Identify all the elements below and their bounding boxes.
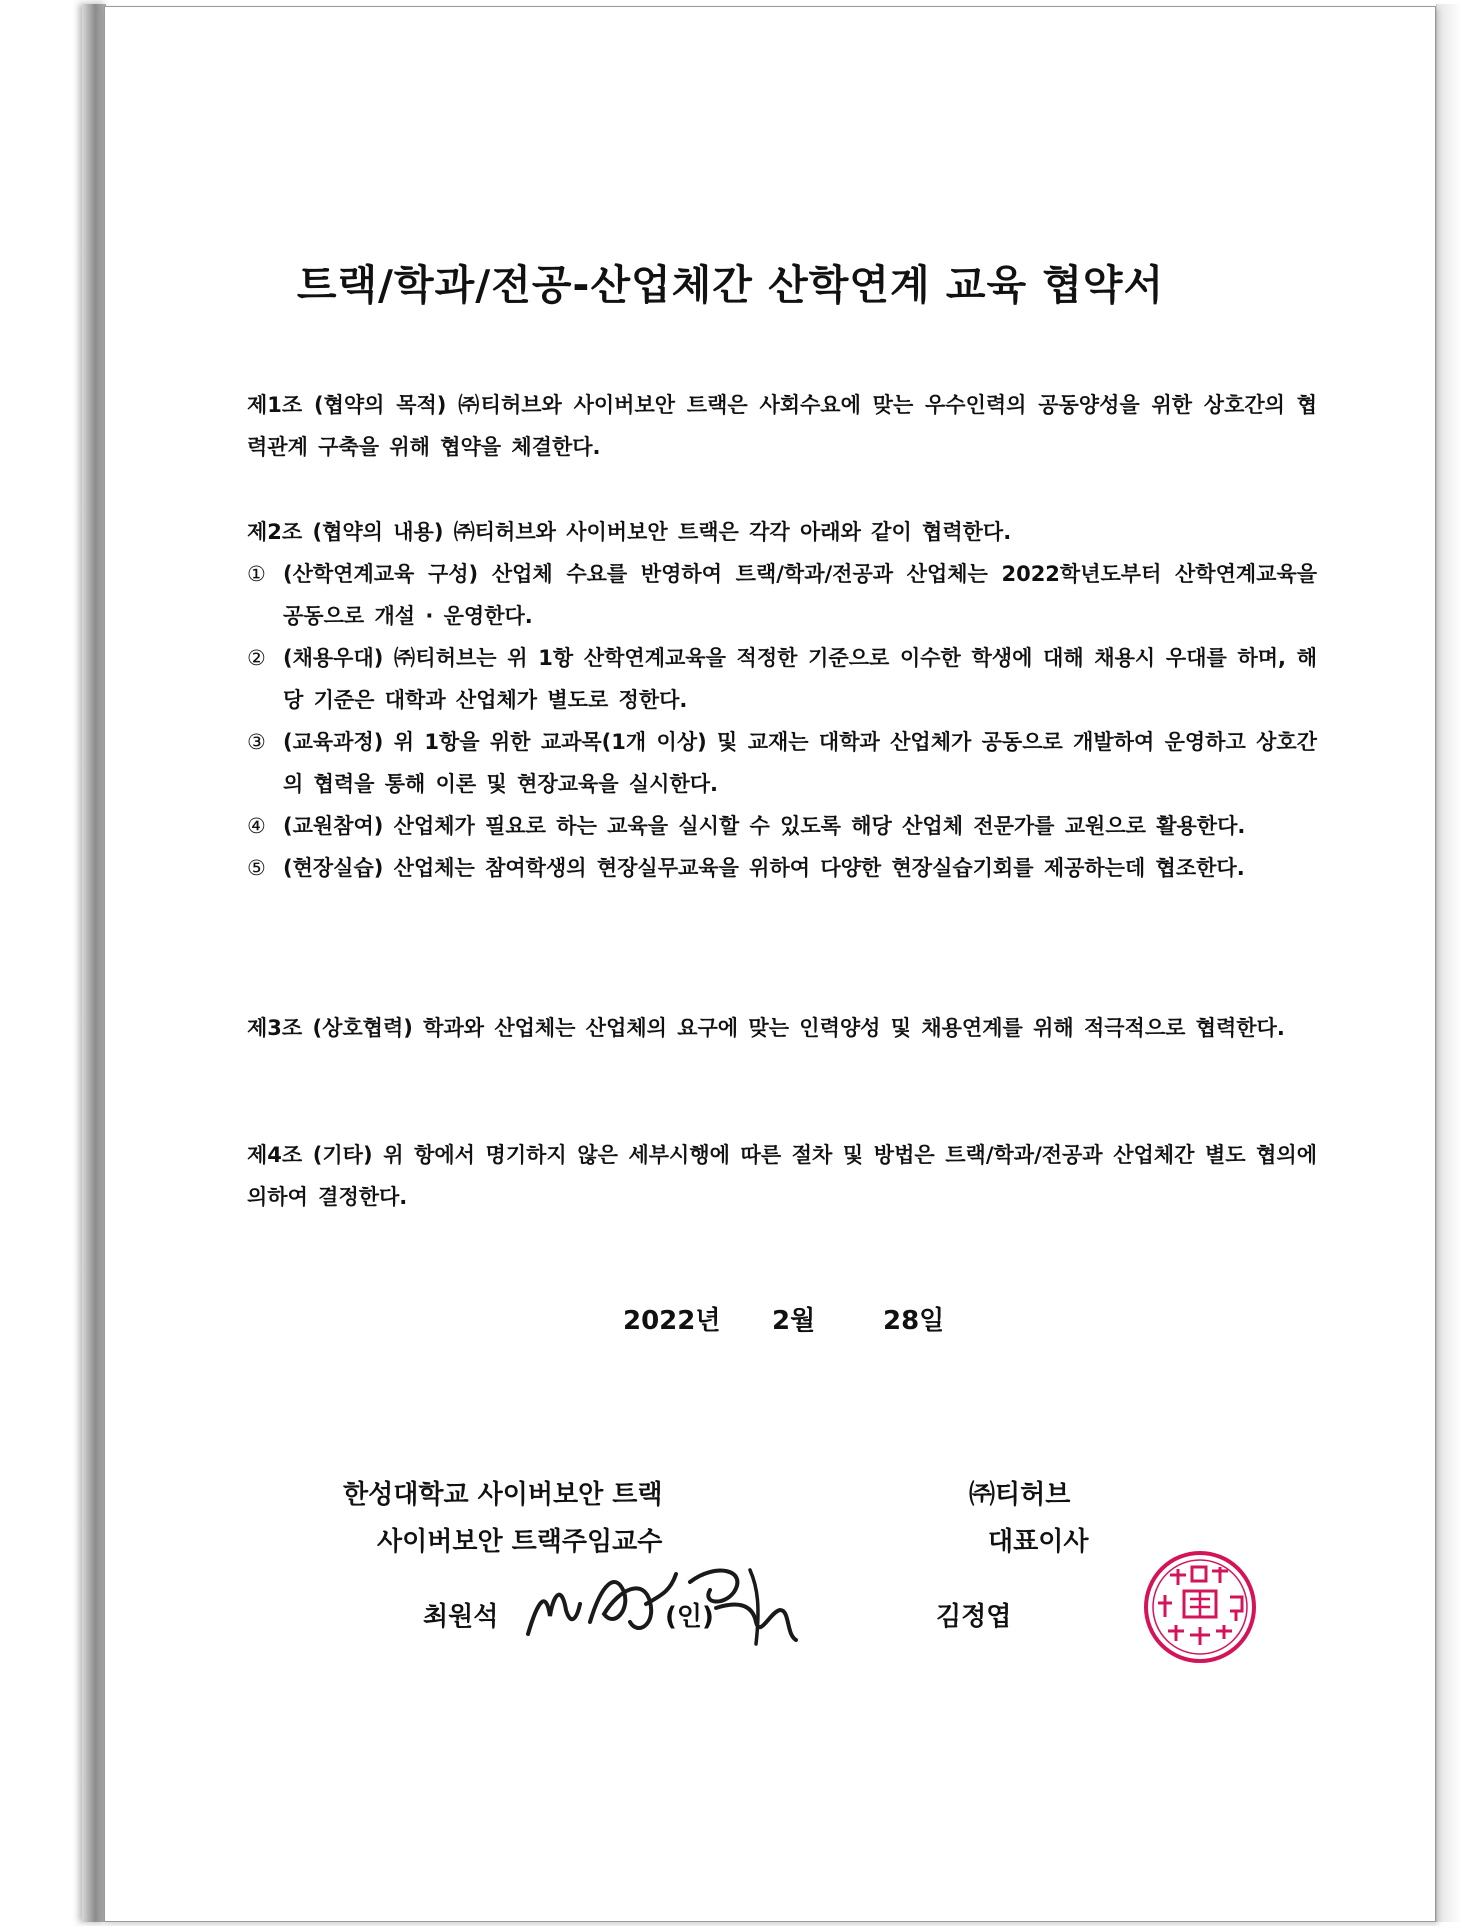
item-heading: (현장실습) xyxy=(283,856,384,880)
article-2-item-4 xyxy=(247,805,1317,847)
left-org: 한성대학교 사이버보안 트랙 xyxy=(343,1480,663,1510)
item-heading: (채용우대) xyxy=(283,646,384,670)
article-2-text: ㈜티허브와 사이버보안 트랙은 각각 아래와 같이 협력한다. xyxy=(453,520,1012,544)
article-4-heading: 제4조 (기타) xyxy=(247,1143,373,1167)
date-month: 2월 xyxy=(772,1306,816,1336)
item-marker: ④ xyxy=(247,814,266,838)
article-1-text: ㈜티허브와 사이버보안 트랙은 사회수요에 맞는 우수인력의 공동양성을 위한 상호간의 협력관계 구축을 위해 협약을 체결한다. xyxy=(247,393,1318,459)
left-role: 사이버보안 트랙주임교수 xyxy=(377,1527,663,1557)
article-1 xyxy=(247,384,1317,468)
date-day: 28일 xyxy=(883,1306,945,1336)
item-text: 산업체가 필요로 하는 교육을 실시할 수 있도록 해당 산업체 전문가를 교원으로 활용한다. xyxy=(393,814,1246,838)
article-2-item-3 xyxy=(247,721,1317,805)
item-text: 산업체 수요를 반영하여 트랙/학과/전공과 산업체는 2022학년도부터 산학연계교육을 공동으로 개설 · 운영한다. xyxy=(283,562,1318,628)
article-3 xyxy=(247,1007,1317,1049)
item-heading: (교육과정) xyxy=(283,730,384,754)
document-title: 트랙/학과/전공-산업체간 산학연계 교육 협약서 xyxy=(296,261,1165,309)
signature xyxy=(520,1552,810,1652)
article-3-text: 학과와 산업체는 산업체의 요구에 맞는 인력양성 및 채용연계를 위해 적극적으로 협력한다. xyxy=(423,1016,1285,1040)
right-signer-name: 김정엽 xyxy=(936,1602,1012,1632)
item-marker: ⑤ xyxy=(247,856,266,880)
item-text: ㈜티허브는 위 1항 산학연계교육을 적정한 기준으로 이수한 학생에 대해 채용시 우대를 하며, 해당 기준은 대학과 산업체가 별도로 정한다. xyxy=(283,646,1317,712)
article-2 xyxy=(247,511,1317,889)
article-2-item-1 xyxy=(247,553,1317,637)
item-heading: (교원참여) xyxy=(283,814,384,838)
item-marker: ② xyxy=(247,646,266,670)
article-2-item-5 xyxy=(247,847,1317,889)
item-marker: ③ xyxy=(247,730,266,754)
article-2-item-2 xyxy=(247,637,1317,721)
left-seal-mark: (인) xyxy=(665,1602,714,1632)
left-signer-name: 최원석 xyxy=(423,1602,499,1632)
date-year: 2022년 xyxy=(623,1306,721,1336)
right-org: ㈜티허브 xyxy=(969,1480,1071,1510)
item-heading: (산학연계교육 구성) xyxy=(283,562,479,586)
right-role: 대표이사 xyxy=(988,1527,1089,1557)
article-4-text: 위 항에서 명기하지 않은 세부시행에 따른 절차 및 방법은 트랙/학과/전공과 산업체간 별도 협의에 의하여 결정한다. xyxy=(247,1143,1317,1209)
item-text: 위 1항을 위한 교과목(1개 이상) 및 교재는 대학과 산업체가 공동으로 개발하여 운영하고 상호간의 협력을 통해 이론 및 현장교육을 실시한다. xyxy=(283,730,1317,796)
article-3-heading: 제3조 (상호협력) xyxy=(247,1016,413,1040)
article-4 xyxy=(247,1134,1317,1218)
item-text: 산업체는 참여학생의 현장실무교육을 위하여 다양한 현장실습기회를 제공하는데 협조한다. xyxy=(393,856,1245,880)
article-2-heading: 제2조 (협약의 내용) xyxy=(247,520,444,544)
item-marker: ① xyxy=(247,562,266,586)
article-1-heading: 제1조 (협약의 목적) xyxy=(247,393,447,417)
company-seal-icon xyxy=(1140,1547,1260,1667)
